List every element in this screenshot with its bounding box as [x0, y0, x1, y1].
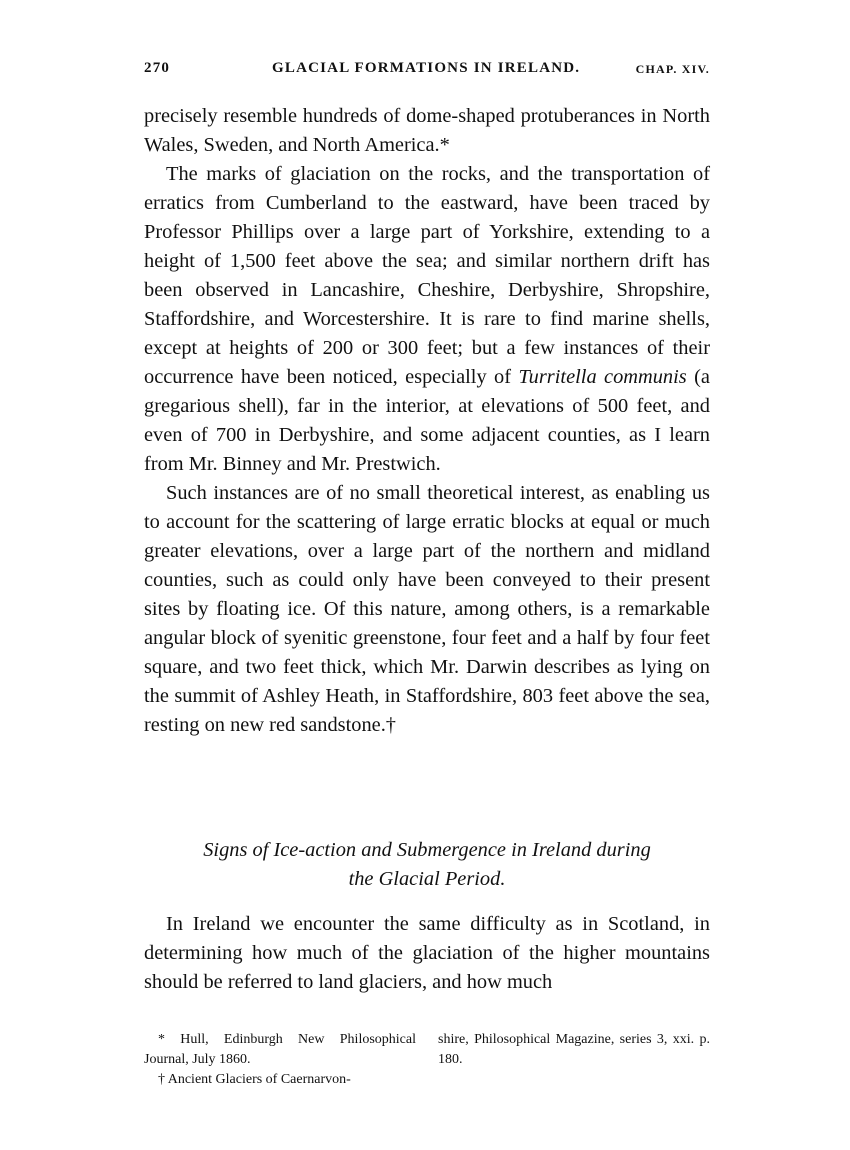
section-body: [144, 910, 710, 997]
paragraph-4: In Ireland we encounter the same difficulty as in Scotland, in determining how much of the glaciation of the higher mountains should be referred to land glaciers, and how much: [144, 913, 710, 993]
footnote-column-left: [144, 1030, 416, 1090]
footnote-column-right: [438, 1030, 710, 1070]
section-heading-line-1: Signs of Ice-action and Submergence in Ireland during: [203, 839, 651, 861]
chapter-label: CHAP. XIV.: [635, 62, 710, 76]
footnote-1: * Hull, Edinburgh New Philosophical Journal, July 1860.: [144, 1032, 416, 1067]
page-number: 270: [144, 60, 171, 76]
section-heading: [144, 836, 710, 894]
paragraph-3: Such instances are of no small theoretical interest, as enabling us to account for the scattering of large erratic blocks at equal or much greater elevations, over a large part of the northern and midland counties, such as could only have been conveyed to their present sites by floating ice. Of this nature, among others, is a remarkable angular block of syenitic greenstone, four feet and a half by four feet square, and two feet thick, which Mr. Darwin describes as lying on the summit of Ashley Heath, in Staffordshire, 803 feet above the sea, resting on new red sandstone.†: [144, 482, 710, 736]
footnote-2-continued: shire, Philosophical Magazine, series 3, xxi. p. 180.: [438, 1032, 710, 1067]
running-title: GLACIAL FORMATIONS IN IRELAND.: [272, 60, 581, 76]
section-heading-line-2: the Glacial Period.: [348, 868, 506, 890]
paragraph-2: [144, 160, 710, 479]
paragraph-2-text: The marks of glaciation on the rocks, and the transportation of erratics from Cumberland to the eastward, have been traced by Professor Phillips over a large part of Yorkshire, extending to a height of 1,500 feet above the sea; and similar northern drift has been observed in Lancashire, Cheshire, Derbyshire, Shropshire, Staffordshire, and Worcestershire. It is rare to find marine shells, except at heights of 200 or 300 feet; but a few instances of their occurrence have been noticed, especially of: [144, 163, 710, 388]
footnote-2: † Ancient Glaciers of Caernarvon-: [158, 1072, 351, 1087]
paragraph-2-end: (a gregarious shell), far in the interior, at elevations of 500 feet, and even of 700 in Derbyshire, and some adjacent counties, as I learn from Mr. Binney and Mr. Prestwich.: [144, 366, 710, 475]
body-text: [144, 102, 710, 740]
running-head: [144, 60, 710, 84]
footnotes: [144, 1030, 710, 1090]
species-name: Turritella communis: [518, 366, 687, 388]
paragraph-1: precisely resemble hundreds of dome-shaped protuberances in North Wales, Sweden, and North America.*: [144, 105, 710, 156]
